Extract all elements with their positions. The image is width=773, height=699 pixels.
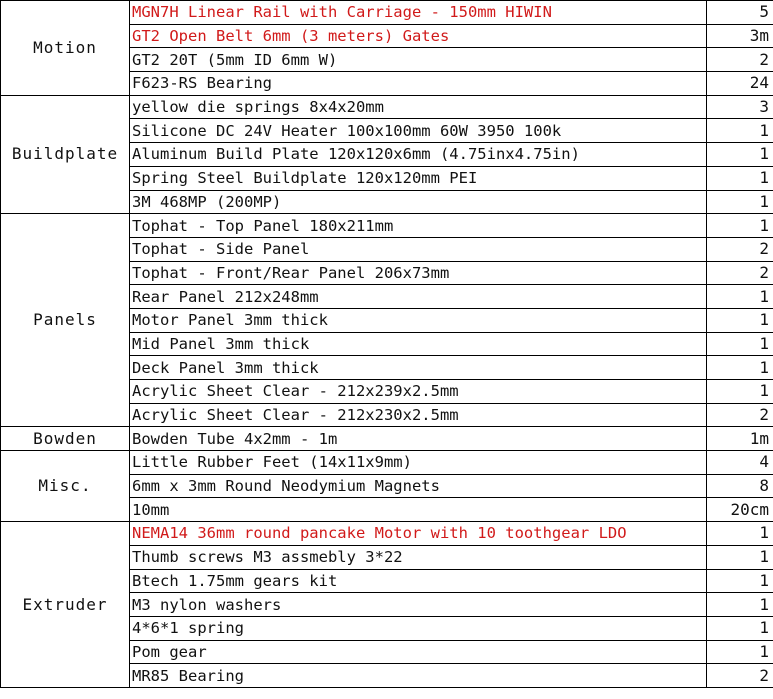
item-cell[interactable]: Silicone DC 24V Heater 100x100mm 60W 3950 100k [130, 119, 707, 143]
quantity-cell[interactable]: 8 [707, 474, 773, 498]
item-cell[interactable]: MR85 Bearing [130, 664, 707, 688]
quantity-cell[interactable]: 24 [707, 72, 773, 96]
item-cell[interactable]: Motor Panel 3mm thick [130, 308, 707, 332]
item-cell[interactable]: Aluminum Build Plate 120x120x6mm (4.75inx4.75in) [130, 143, 707, 167]
item-cell[interactable]: Spring Steel Buildplate 120x120mm PEI [130, 166, 707, 190]
item-cell[interactable]: Tophat - Top Panel 180x211mm [130, 214, 707, 238]
quantity-cell[interactable]: 1 [707, 166, 773, 190]
quantity-cell[interactable]: 2 [707, 403, 773, 427]
category-cell[interactable]: Panels [1, 214, 130, 427]
quantity-cell[interactable]: 3 [707, 95, 773, 119]
quantity-cell[interactable]: 1 [707, 569, 773, 593]
quantity-cell[interactable]: 1 [707, 332, 773, 356]
table-row [1, 95, 773, 119]
category-cell[interactable]: Extruder [1, 522, 130, 688]
quantity-cell[interactable]: 1 [707, 308, 773, 332]
item-cell[interactable]: Pom gear [130, 640, 707, 664]
quantity-cell[interactable]: 20cm [707, 498, 773, 522]
category-cell[interactable]: Bowden [1, 427, 130, 451]
quantity-cell[interactable]: 1 [707, 640, 773, 664]
parts-table-body [1, 0, 773, 687]
quantity-cell[interactable]: 5 [707, 1, 773, 25]
item-cell[interactable]: Bowden Tube 4x2mm - 1m [130, 427, 707, 451]
item-cell[interactable]: 3M 468MP (200MP) [130, 190, 707, 214]
quantity-cell[interactable]: 2 [707, 48, 773, 72]
item-cell[interactable]: F623-RS Bearing [130, 72, 707, 96]
quantity-cell[interactable]: 1 [707, 380, 773, 404]
item-cell[interactable]: Acrylic Sheet Clear - 212x230x2.5mm [130, 403, 707, 427]
category-cell[interactable]: Motion [1, 1, 130, 96]
category-cell[interactable]: Buildplate [1, 95, 130, 213]
item-cell[interactable]: M3 nylon washers [130, 593, 707, 617]
quantity-cell[interactable]: 1 [707, 119, 773, 143]
quantity-cell[interactable]: 1 [707, 522, 773, 546]
item-cell[interactable]: GT2 20T (5mm ID 6mm W) [130, 48, 707, 72]
item-cell[interactable]: Rear Panel 212x248mm [130, 285, 707, 309]
item-cell[interactable]: Btech 1.75mm gears kit [130, 569, 707, 593]
item-cell[interactable]: yellow die springs 8x4x20mm [130, 95, 707, 119]
quantity-cell[interactable]: 3m [707, 24, 773, 48]
quantity-cell[interactable]: 1m [707, 427, 773, 451]
item-cell[interactable]: Tophat - Front/Rear Panel 206x73mm [130, 261, 707, 285]
item-cell[interactable]: Deck Panel 3mm thick [130, 356, 707, 380]
quantity-cell[interactable]: 1 [707, 214, 773, 238]
item-cell[interactable]: Tophat - Side Panel [130, 237, 707, 261]
table-row [1, 1, 773, 25]
quantity-cell[interactable]: 1 [707, 593, 773, 617]
quantity-cell[interactable]: 1 [707, 616, 773, 640]
table-row [1, 522, 773, 546]
quantity-cell[interactable]: 1 [707, 356, 773, 380]
category-cell[interactable]: Misc. [1, 451, 130, 522]
item-cell[interactable]: 4*6*1 spring [130, 616, 707, 640]
quantity-cell[interactable]: 1 [707, 285, 773, 309]
item-cell[interactable]: Little Rubber Feet (14x11x9mm) [130, 451, 707, 475]
table-row [1, 214, 773, 238]
quantity-cell[interactable]: 1 [707, 143, 773, 167]
quantity-cell[interactable]: 2 [707, 237, 773, 261]
item-cell[interactable]: Acrylic Sheet Clear - 212x239x2.5mm [130, 380, 707, 404]
item-cell[interactable]: MGN7H Linear Rail with Carriage - 150mm HIWIN [130, 1, 707, 25]
quantity-cell[interactable]: 2 [707, 261, 773, 285]
item-cell[interactable]: NEMA14 36mm round pancake Motor with 10 toothgear LDO [130, 522, 707, 546]
item-cell[interactable]: GT2 Open Belt 6mm (3 meters) Gates [130, 24, 707, 48]
item-cell[interactable]: 10mm [130, 498, 707, 522]
quantity-cell[interactable]: 1 [707, 190, 773, 214]
item-cell[interactable]: Thumb screws M3 assmebly 3*22 [130, 545, 707, 569]
quantity-cell[interactable]: 2 [707, 664, 773, 688]
quantity-cell[interactable]: 4 [707, 451, 773, 475]
item-cell[interactable]: Mid Panel 3mm thick [130, 332, 707, 356]
item-cell[interactable]: 6mm x 3mm Round Neodymium Magnets [130, 474, 707, 498]
table-row [1, 427, 773, 451]
quantity-cell[interactable]: 1 [707, 545, 773, 569]
table-row [1, 451, 773, 475]
